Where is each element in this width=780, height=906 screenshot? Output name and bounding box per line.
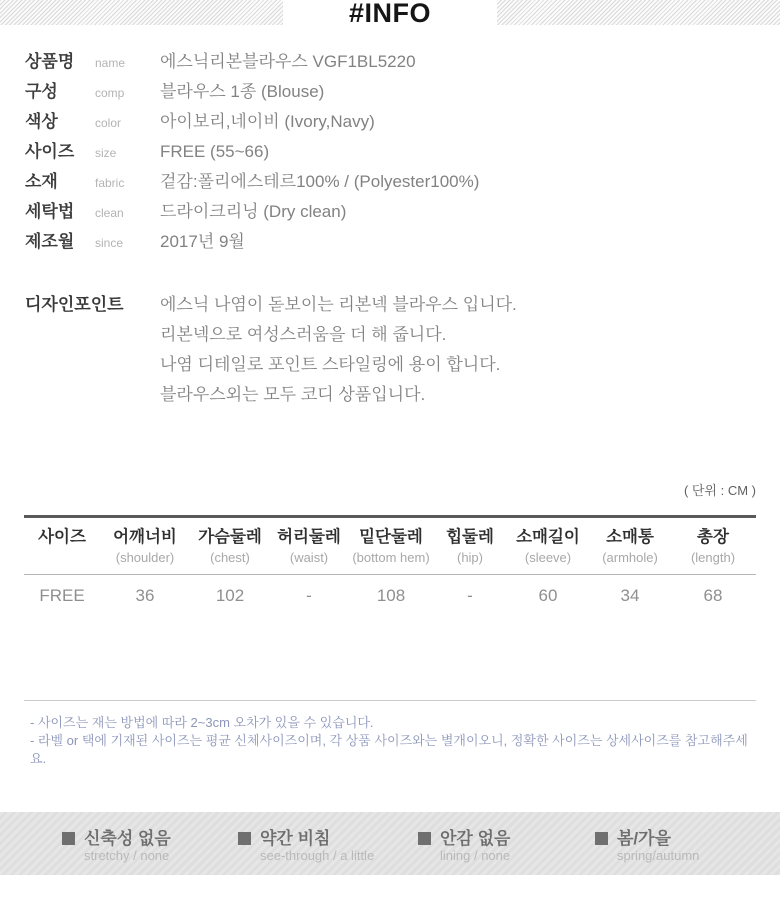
design-point-line: 나염 디테일로 포인트 스타일링에 용이 합니다. — [160, 355, 501, 374]
size-col-length: 총장 (length) — [690, 528, 736, 565]
info-value: 아이보리,네이비 (Ivory,Navy) — [160, 112, 375, 131]
info-row-color — [25, 107, 780, 137]
product-info-section — [0, 25, 780, 257]
info-header-band — [0, 0, 780, 28]
size-col-bottom-hem: 밑단둘레 (bottom hem) — [352, 528, 430, 565]
size-col-shoulder: 어깨너비 (shoulder) — [113, 528, 177, 565]
design-point-line: 에스닉 나염이 돋보이는 리본넥 블라우스 입니다. — [160, 295, 517, 314]
size-note-line: - 사이즈는 재는 방법에 따라 2~3cm 오차가 있을 수 있습니다. — [30, 715, 374, 730]
info-label-ko: 구성 — [25, 82, 58, 101]
size-cell: - — [467, 586, 473, 605]
info-label-en: comp — [95, 86, 125, 100]
info-label-en: fabric — [95, 176, 125, 190]
info-label-ko: 제조월 — [25, 232, 75, 251]
design-point-section — [0, 290, 780, 410]
size-col-sleeve: 소매길이 (sleeve) — [516, 528, 580, 565]
size-note-line: - 라벨 or 택에 기재된 사이즈는 평균 신체사이즈이며, 각 상품 사이즈와는 별개이오니, 정확한 사이즈는 상세사이즈를 참고해주세요. — [30, 733, 748, 766]
info-value: 블라우스 1종 (Blouse) — [160, 82, 325, 101]
size-cell: 108 — [376, 586, 406, 605]
info-row-since — [25, 227, 780, 257]
info-value: 겉감:폴리에스테르100% / (Polyester100%) — [160, 172, 480, 191]
square-bullet-icon — [238, 832, 251, 845]
info-row-fabric — [25, 167, 780, 197]
size-table-header — [24, 518, 756, 575]
size-cell: 60 — [538, 586, 558, 605]
info-value: 2017년 9월 — [160, 232, 245, 251]
size-cell: 102 — [215, 586, 245, 605]
info-row-clean — [25, 197, 780, 227]
attr-label-en: spring/autumn — [617, 848, 700, 863]
attr-stretch — [62, 829, 238, 863]
square-bullet-icon — [418, 832, 431, 845]
design-point-line: 블라우스외는 모두 코디 상품입니다. — [160, 385, 426, 404]
attr-see-through — [238, 829, 418, 863]
square-bullet-icon — [595, 832, 608, 845]
info-row-size — [25, 137, 780, 167]
size-table-row — [24, 575, 756, 611]
unit-note: ( 단위 : CM ) — [683, 483, 756, 498]
attr-label-ko: 신축성 없음 — [84, 829, 171, 848]
attr-label-ko: 안감 없음 — [440, 829, 511, 848]
info-label-en: color — [95, 116, 122, 130]
size-cell: FREE — [39, 586, 85, 605]
info-value: FREE (55~66) — [160, 142, 270, 161]
attr-label-ko: 봄/가을 — [617, 829, 671, 848]
info-label-ko: 상품명 — [25, 52, 75, 71]
page-title: #INFO — [283, 0, 497, 28]
square-bullet-icon — [62, 832, 75, 845]
size-table — [24, 515, 756, 611]
info-value: 드라이크리닝 (Dry clean) — [160, 202, 347, 221]
info-label-ko: 소재 — [25, 172, 58, 191]
info-value: 에스닉리본블라우스 VGF1BL5220 — [160, 52, 416, 71]
design-point-line: 리본넥으로 여성스러움을 더 해 줍니다. — [160, 325, 447, 344]
attr-label-en: stretchy / none — [84, 848, 170, 863]
size-col-hip: 힙둘레 (hip) — [446, 528, 494, 565]
size-col-waist: 허리둘레 (waist) — [277, 528, 341, 565]
design-point-label: 디자인포인트 — [25, 295, 124, 314]
fabric-attribute-bar — [0, 812, 780, 875]
size-cell: 36 — [135, 586, 155, 605]
size-col-chest: 가슴둘레 (chest) — [198, 528, 262, 565]
size-col-size: 사이즈 — [38, 528, 86, 546]
info-label-en: size — [95, 146, 117, 160]
info-label-en: clean — [95, 206, 124, 220]
info-label-ko: 색상 — [25, 112, 58, 131]
size-cell: - — [306, 586, 312, 605]
info-label-en: name — [95, 56, 126, 70]
info-label-ko: 세탁법 — [25, 202, 75, 221]
attr-label-en: lining / none — [440, 848, 511, 863]
design-point-text — [160, 290, 517, 410]
info-row-comp — [25, 77, 780, 107]
size-notes — [24, 700, 756, 768]
size-col-armhole: 소매통 (armhole) — [602, 528, 658, 565]
info-label-en: since — [95, 236, 124, 250]
info-row-name — [25, 47, 780, 77]
size-cell: 34 — [620, 586, 640, 605]
attr-lining — [418, 829, 595, 863]
attr-label-ko: 약간 비침 — [260, 829, 331, 848]
attr-label-en: see-through / a little — [260, 848, 375, 863]
size-cell: 68 — [703, 586, 723, 605]
attr-season — [595, 829, 699, 863]
info-label-ko: 사이즈 — [25, 142, 75, 161]
